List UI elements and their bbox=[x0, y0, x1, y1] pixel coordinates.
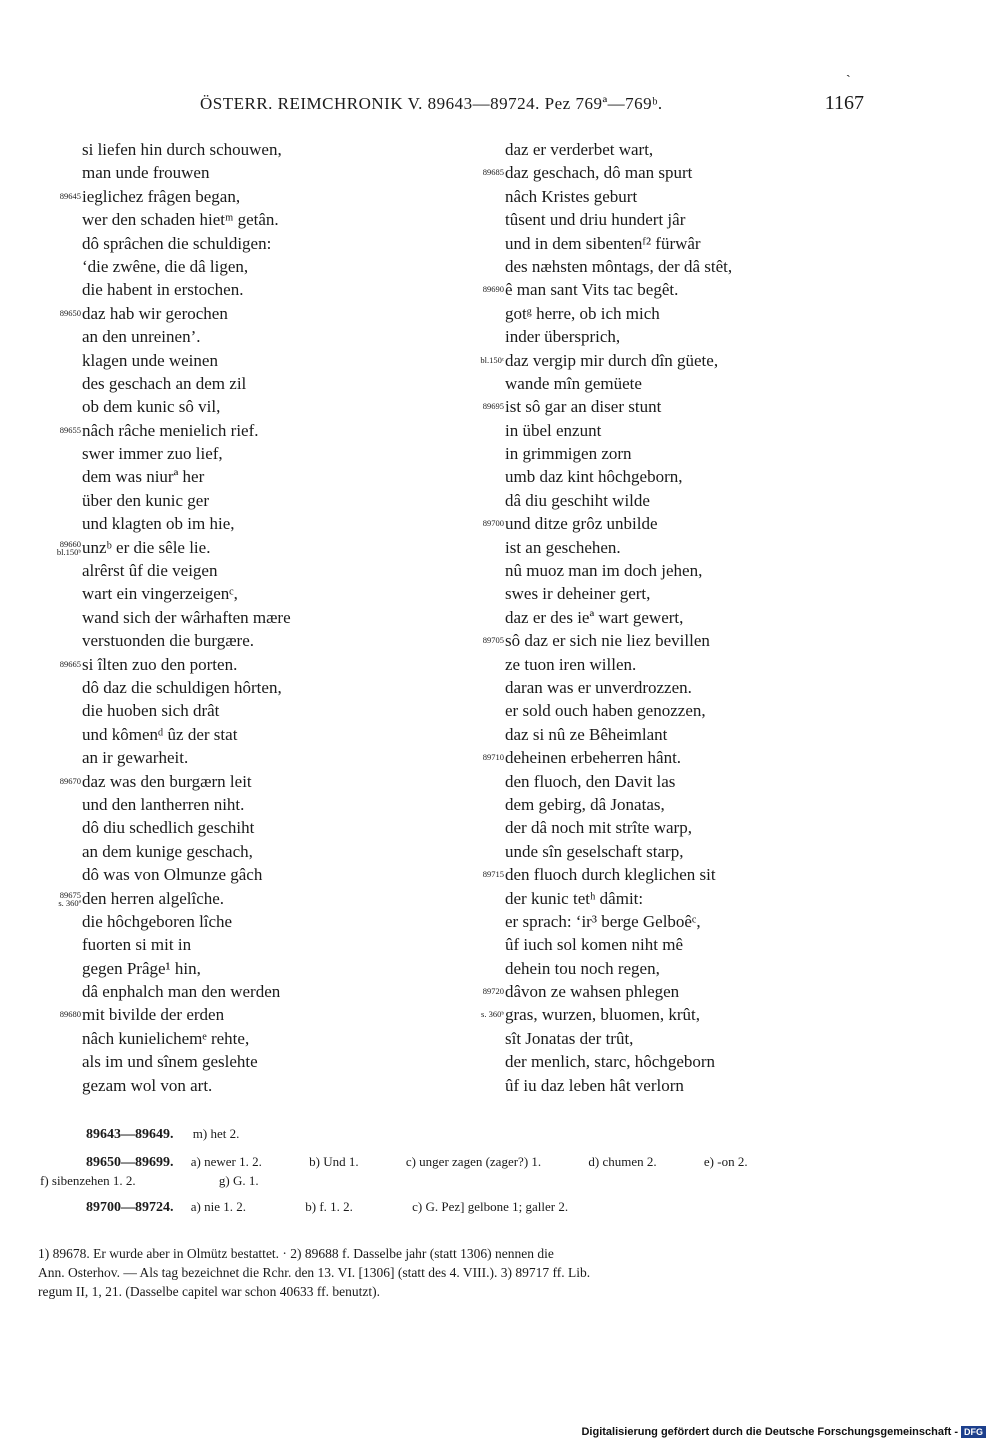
verse-line bbox=[505, 1027, 835, 1050]
verse-line bbox=[505, 442, 835, 465]
line-number: 89690 bbox=[482, 284, 504, 295]
verse-line bbox=[59, 302, 412, 325]
verse-line bbox=[505, 372, 835, 395]
verse-text: er sprach: ʻir³ berge Gelboêᶜ, bbox=[505, 911, 701, 931]
verse-line bbox=[82, 489, 412, 512]
verse-text: ieglichez frâgen began, bbox=[82, 186, 241, 206]
apparatus-entry: m) het 2. bbox=[192, 1126, 240, 1141]
verse-text: dô was von Olmunze gâch bbox=[82, 865, 263, 885]
line-number: 89685 bbox=[482, 167, 504, 178]
verse-text: dem was niurª her bbox=[82, 467, 205, 487]
verse-line bbox=[482, 980, 835, 1003]
verse-line bbox=[82, 816, 412, 839]
verse-text: der menlich, starc, hôchgeborn bbox=[505, 1052, 716, 1072]
apparatus-entry: a) nie 1. 2. bbox=[190, 1199, 246, 1214]
verse-line bbox=[59, 1003, 412, 1026]
verse-text: gotᵍ herre, ob ich mich bbox=[505, 303, 660, 323]
verse-text: dâ enphalch man den werden bbox=[82, 982, 281, 1002]
verse-line bbox=[82, 465, 412, 488]
verse-line bbox=[82, 676, 412, 699]
verse-line bbox=[505, 325, 835, 348]
verse-text: ist an geschehen. bbox=[505, 537, 621, 557]
apparatus-entry: g) G. 1. bbox=[218, 1173, 259, 1188]
line-number: s. 360ᵇ bbox=[481, 1009, 504, 1020]
verse-line bbox=[82, 1074, 412, 1097]
line-number-primary: 89675 bbox=[59, 889, 81, 900]
verse-text: ist sô gar an diser stunt bbox=[505, 397, 662, 417]
page-number: 1167 bbox=[824, 92, 864, 114]
verse-line bbox=[82, 933, 412, 956]
verse-line bbox=[82, 793, 412, 816]
verse-text: an ir gewarheit. bbox=[82, 748, 189, 768]
verse-text: und den lantherren niht. bbox=[82, 794, 245, 814]
apparatus-entry: d) chumen 2. bbox=[588, 1154, 657, 1169]
verse-text: wand sich der wârhaften mære bbox=[82, 607, 291, 627]
verse-line bbox=[505, 1050, 835, 1073]
verse-line bbox=[505, 1074, 835, 1097]
verse-text: den fluoch durch kleglichen sit bbox=[505, 865, 716, 885]
verse-text: mit bivilde der erden bbox=[82, 1005, 225, 1025]
verse-line bbox=[59, 185, 412, 208]
verse-text: des næhsten môntags, der dâ stêt, bbox=[505, 256, 733, 276]
verse-line bbox=[58, 887, 412, 910]
verse-text: und kômenᵈ ûz der stat bbox=[82, 724, 238, 744]
line-number: 89645 bbox=[59, 190, 81, 201]
verse-text: des geschach an dem zil bbox=[82, 373, 247, 393]
line-number-secondary: bl.150ᵇ bbox=[56, 546, 81, 557]
line-number: 89665 bbox=[59, 658, 81, 669]
verse-line bbox=[505, 185, 835, 208]
apparatus-range: 89643—89649. bbox=[86, 1127, 174, 1142]
verse-text: daz vergip mir durch dîn güete, bbox=[505, 350, 719, 370]
verse-line bbox=[505, 489, 835, 512]
verse-text: umb daz kint hôchgeborn, bbox=[505, 467, 683, 487]
verse-text: ûf iuch sol komen niht mê bbox=[505, 935, 684, 955]
verse-text: wer den schaden hietᵐ getân. bbox=[82, 210, 279, 230]
line-number bbox=[58, 891, 81, 907]
verse-text: dehein tou noch regen, bbox=[505, 958, 660, 978]
verse-line bbox=[505, 255, 835, 278]
verse-line bbox=[505, 840, 835, 863]
verse-text: deheinen erbeherren hânt. bbox=[505, 748, 682, 768]
verse-line bbox=[82, 980, 412, 1003]
apparatus-entry: c) G. Pez] gelbone 1; galler 2. bbox=[412, 1199, 569, 1214]
verse-line bbox=[82, 910, 412, 933]
verse-line bbox=[505, 232, 835, 255]
verse-text: wande mîn gemüete bbox=[505, 373, 642, 393]
verse-text: gras, wurzen, bluomen, krût, bbox=[505, 1005, 700, 1025]
verse-text: unde sîn geselschaft starp, bbox=[505, 841, 684, 861]
verse-text: swer immer zuo lief, bbox=[82, 444, 223, 464]
verse-text: alrêrst ûf die veigen bbox=[82, 561, 218, 581]
verse-line bbox=[505, 793, 835, 816]
verse-line bbox=[82, 1027, 412, 1050]
verse-line bbox=[505, 676, 835, 699]
verse-line bbox=[505, 302, 835, 325]
line-number: 89720 bbox=[482, 986, 504, 997]
funding-footer bbox=[581, 1425, 986, 1439]
line-number: 89705 bbox=[482, 635, 504, 646]
verse-text: ê man sant Vits tac begêt. bbox=[505, 280, 679, 300]
apparatus-entry: e) -on 2. bbox=[703, 1154, 748, 1169]
verse-line bbox=[82, 723, 412, 746]
verse-text: dem gebirg, dâ Jonatas, bbox=[505, 794, 665, 814]
verse-line bbox=[505, 699, 835, 722]
verse-text: der kunic tetʰ dâmit: bbox=[505, 888, 644, 908]
verse-text: swes ir deheiner gert, bbox=[505, 584, 651, 604]
verse-line bbox=[505, 138, 835, 161]
verse-text: sît Jonatas der trût, bbox=[505, 1028, 634, 1048]
verse-line bbox=[481, 1003, 835, 1026]
apparatus-entry: b) Und 1. bbox=[309, 1154, 359, 1169]
verse-line bbox=[482, 863, 835, 886]
header-title: ÖSTERR. REIMCHRONIK V. 89643—89724. Pez 769ª—769ᵇ. bbox=[200, 94, 663, 113]
verse-text: den fluoch, den Davit las bbox=[505, 771, 676, 791]
apparatus-line-3 bbox=[40, 1173, 259, 1189]
verse-text: die hôchgeboren lîche bbox=[82, 911, 233, 931]
running-header bbox=[200, 94, 864, 116]
verse-text: er sold ouch haben genozzen, bbox=[505, 701, 706, 721]
apparatus-range: 89650—89699. bbox=[86, 1155, 174, 1170]
verse-line bbox=[82, 208, 412, 231]
verse-text: sô daz er sich nie liez bevillen bbox=[505, 631, 710, 651]
verse-text: daz was den burgærn leit bbox=[82, 771, 252, 791]
verse-text: und klagten ob im hie, bbox=[82, 514, 235, 534]
verse-line bbox=[505, 606, 835, 629]
verse-text: man unde frouwen bbox=[82, 163, 210, 183]
apparatus-line-1 bbox=[86, 1126, 239, 1143]
verse-line bbox=[82, 746, 412, 769]
line-number: 89695 bbox=[482, 401, 504, 412]
right-verse-column bbox=[480, 138, 835, 1097]
verse-line bbox=[482, 746, 835, 769]
verse-line bbox=[505, 910, 835, 933]
footnote-line: Ann. Osterhov. — Als tag bezeichnet die Rchr. den 13. VI. [1306] (statt des 4. VIII.). 3) 89717 ff. Lib. bbox=[38, 1265, 591, 1280]
verse-text: unzᵇ er die sêle lie. bbox=[82, 537, 211, 557]
line-number: 89650 bbox=[59, 307, 81, 318]
verse-line bbox=[505, 653, 835, 676]
verse-line bbox=[482, 278, 835, 301]
line-number bbox=[57, 540, 81, 556]
verse-line bbox=[482, 512, 835, 535]
verse-line bbox=[505, 957, 835, 980]
verse-text: nâch kunielichemᵉ rehte, bbox=[82, 1028, 250, 1048]
verse-text: nâch râche menielich rief. bbox=[82, 420, 259, 440]
footnotes bbox=[38, 1244, 858, 1301]
verse-text: daz geschach, dô man spurt bbox=[505, 163, 693, 183]
line-number: 89670 bbox=[59, 775, 81, 786]
corner-mark: ˎ bbox=[846, 62, 851, 78]
verse-line bbox=[505, 887, 835, 910]
verse-text: über den kunic ger bbox=[82, 490, 209, 510]
verse-line bbox=[480, 349, 835, 372]
verse-line bbox=[482, 161, 835, 184]
verse-line bbox=[505, 723, 835, 746]
apparatus-entry: c) unger zagen (zager?) 1. bbox=[405, 1154, 542, 1169]
verse-text: in grimmigen zorn bbox=[505, 444, 632, 464]
verse-line bbox=[82, 582, 412, 605]
verse-line bbox=[82, 957, 412, 980]
line-number: 89710 bbox=[482, 752, 504, 763]
verse-line bbox=[82, 349, 412, 372]
verse-line bbox=[82, 1050, 412, 1073]
verse-text: nâch Kristes geburt bbox=[505, 186, 638, 206]
verse-text: fuorten si mit in bbox=[82, 935, 192, 955]
verse-text: daran was er unverdrozzen. bbox=[505, 677, 692, 697]
footnote-line: regum II, 1, 21. (Dasselbe capitel war schon 40633 ff. benutzt). bbox=[38, 1284, 381, 1299]
verse-line bbox=[82, 325, 412, 348]
verse-text: wart ein vingerzeigenᶜ, bbox=[82, 584, 238, 604]
verse-line bbox=[482, 395, 835, 418]
verse-text: der dâ noch mit strîte warp, bbox=[505, 818, 692, 838]
line-number-secondary: s. 360ª bbox=[58, 897, 81, 908]
verse-text: die huoben sich drât bbox=[82, 701, 220, 721]
verse-text: an dem kunige geschach, bbox=[82, 841, 253, 861]
verse-line bbox=[505, 465, 835, 488]
verse-line bbox=[505, 582, 835, 605]
verse-line bbox=[82, 606, 412, 629]
line-number: 89655 bbox=[59, 424, 81, 435]
verse-text: die habent in erstochen. bbox=[82, 280, 244, 300]
verse-line bbox=[59, 770, 412, 793]
verse-text: daz er des ieª wart gewert, bbox=[505, 607, 684, 627]
verse-line bbox=[505, 559, 835, 582]
line-number: 89700 bbox=[482, 518, 504, 529]
verse-text: tûsent und driu hundert jâr bbox=[505, 210, 686, 230]
apparatus-line-4 bbox=[86, 1199, 568, 1216]
verse-text: dô daz die schuldigen hôrten, bbox=[82, 677, 282, 697]
verse-line bbox=[82, 138, 412, 161]
verse-text: dâvon ze wahsen phlegen bbox=[505, 982, 680, 1002]
verse-line bbox=[505, 933, 835, 956]
line-number: bl.150ᶜ bbox=[480, 354, 504, 365]
verse-text: an den unreinen’. bbox=[82, 327, 201, 347]
verse-line bbox=[82, 372, 412, 395]
verse-text: ûf iu daz leben hât verlorn bbox=[505, 1075, 684, 1095]
verse-text: klagen unde weinen bbox=[82, 350, 218, 370]
verse-text: in übel enzunt bbox=[505, 420, 602, 440]
funding-text: Digitalisierung gefördert durch die Deutsche Forschungsgemeinschaft - bbox=[581, 1426, 958, 1438]
verse-text: daz er verderbet wart, bbox=[505, 140, 654, 159]
verse-text: dô sprâchen die schuldigen: bbox=[82, 233, 272, 253]
verse-text: dâ diu geschiht wilde bbox=[505, 490, 650, 510]
verse-text: und ditze grôz unbilde bbox=[505, 514, 658, 534]
left-verse-column bbox=[56, 138, 412, 1097]
verse-text: daz si nû ze Bêheimlant bbox=[505, 724, 668, 744]
verse-line bbox=[56, 536, 412, 559]
verse-text: und in dem sibentenᶠ² fürwâr bbox=[505, 233, 701, 253]
verse-text: si liefen hin durch schouwen, bbox=[82, 140, 282, 159]
verse-line bbox=[82, 161, 412, 184]
verse-line bbox=[82, 395, 412, 418]
verse-line bbox=[505, 419, 835, 442]
verse-line bbox=[82, 232, 412, 255]
verse-line bbox=[82, 442, 412, 465]
verse-text: daz hab wir gerochen bbox=[82, 303, 228, 323]
verse-line bbox=[505, 816, 835, 839]
verse-line bbox=[82, 840, 412, 863]
verse-text: als im und sînem geslehte bbox=[82, 1052, 258, 1072]
apparatus-entry: b) f. 1. 2. bbox=[305, 1199, 353, 1214]
apparatus-entry: f) sibenzehen 1. 2. bbox=[40, 1173, 136, 1188]
verse-text: verstuonden die burgære. bbox=[82, 631, 255, 651]
verse-text: gezam wol von art. bbox=[82, 1075, 213, 1095]
verse-text: gegen Prâge¹ hin, bbox=[82, 958, 201, 978]
verse-line bbox=[82, 559, 412, 582]
verse-line bbox=[82, 278, 412, 301]
apparatus-range: 89700—89724. bbox=[86, 1200, 174, 1215]
verse-text: den herren algelîche. bbox=[82, 888, 225, 908]
verse-line bbox=[82, 255, 412, 278]
apparatus-line-2 bbox=[86, 1154, 748, 1171]
verse-line bbox=[59, 419, 412, 442]
verse-text: dô diu schedlich geschiht bbox=[82, 818, 255, 838]
line-number: 89680 bbox=[59, 1009, 81, 1020]
line-number-primary: 89660 bbox=[59, 538, 81, 549]
verse-line bbox=[82, 629, 412, 652]
verse-text: ob dem kunic sô vil, bbox=[82, 397, 221, 417]
dfg-logo: DFG bbox=[961, 1426, 986, 1438]
verse-text: ze tuon iren willen. bbox=[505, 654, 637, 674]
verse-text: ʻdie zwêne, die dâ ligen, bbox=[82, 256, 249, 276]
verse-line bbox=[482, 629, 835, 652]
verse-line bbox=[82, 863, 412, 886]
verse-line bbox=[82, 699, 412, 722]
verse-text: nû muoz man im doch jehen, bbox=[505, 561, 703, 581]
verse-line bbox=[505, 536, 835, 559]
verse-line bbox=[59, 653, 412, 676]
footnote-line: 1) 89678. Er wurde aber in Olmütz bestattet. · 2) 89688 f. Dasselbe jahr (statt 1306) nennen die bbox=[38, 1246, 554, 1261]
verse-line bbox=[82, 512, 412, 535]
verse-line bbox=[505, 208, 835, 231]
verse-text: si îlten zuo den porten. bbox=[82, 654, 238, 674]
verse-text: inder übersprich, bbox=[505, 327, 621, 347]
apparatus-entry: a) newer 1. 2. bbox=[190, 1154, 262, 1169]
line-number: 89715 bbox=[482, 869, 504, 880]
verse-line bbox=[505, 770, 835, 793]
